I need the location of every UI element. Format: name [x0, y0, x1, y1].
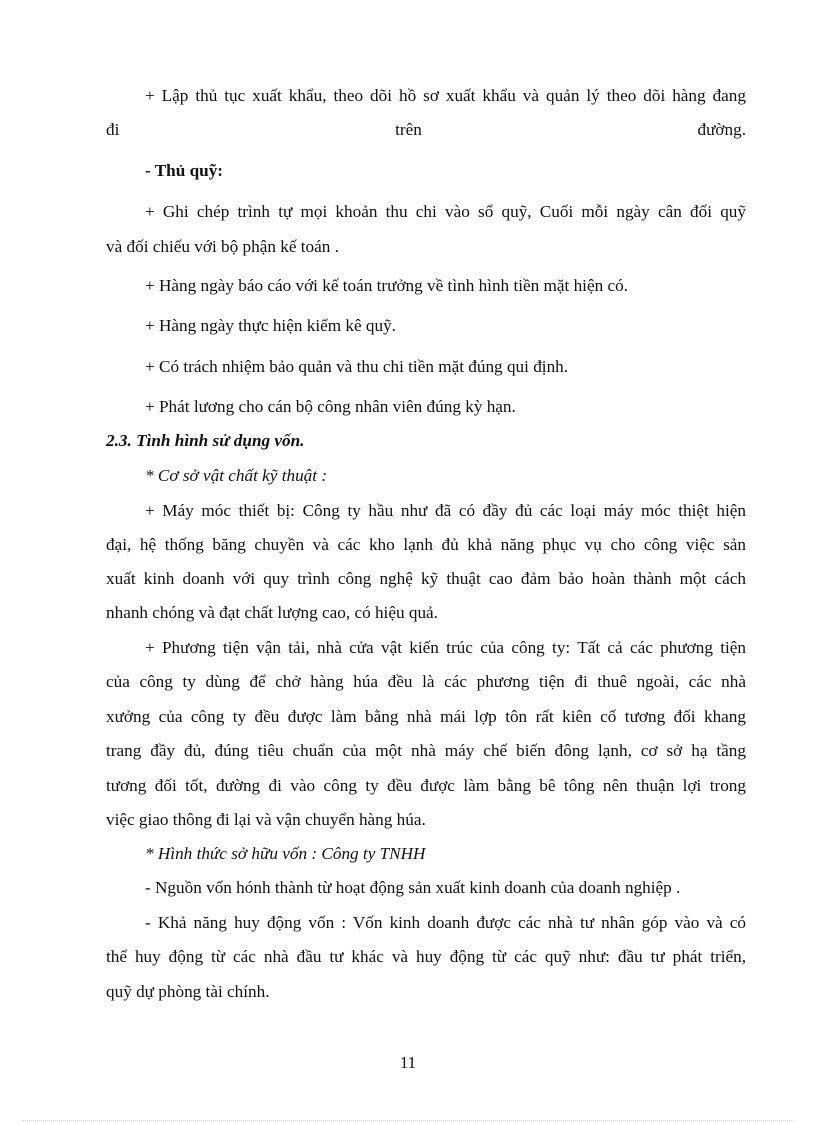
paragraph-line: xuất kinh doanh với quy trình công nghệ kỹ thuật cao đảm bảo hoàn thành một cách [106, 569, 746, 588]
paragraph-line: thể huy động từ các nhà đầu tư khác và huy động từ các quỹ như: đầu tư phát triển, [106, 947, 746, 966]
page-bottom-divider [22, 1120, 794, 1121]
paragraph-line: của công ty dùng để chở hàng húa đều là các phương tiện đi thuê ngoài, các nhà [106, 672, 746, 691]
paragraph-line: + Phương tiện vận tải, nhà cửa vật kiến trúc của công ty: Tất cả các phương tiện [145, 638, 746, 657]
paragraph-line: nhanh chóng và đạt chất lượng cao, có hiệu quả. [106, 603, 438, 622]
section-heading: 2.3. Tình hình sử dụng vốn. [106, 431, 305, 450]
paragraph-line: + Máy móc thiết bị: Công ty hầu như đã có đầy đủ các loại máy móc thiệt hiện [145, 501, 746, 520]
subsection-label: * Cơ sở vật chất kỹ thuật : [145, 466, 328, 485]
paragraph-line: đi trên đường. [106, 120, 746, 139]
section-label-thu-quy: - Thủ quỹ: [145, 161, 224, 180]
paragraph-line: tương đối tốt, đường đi vào công ty đều được làm bằng bê tông nên thuận lợi trong [106, 776, 746, 795]
paragraph-line: xưởng của công ty đều được làm bằng nhà mái lợp tôn rất kiên cố tương đối khang [106, 707, 746, 726]
paragraph-line: và đối chiếu với bộ phận kế toán . [106, 237, 339, 256]
paragraph-line: đại, hệ thống băng chuyền và các kho lạnh đủ khả năng phục vụ cho công việc sản [106, 535, 746, 554]
paragraph-line: quỹ dự phòng tài chính. [106, 982, 270, 1001]
paragraph-line: trang đầy đủ, đúng tiêu chuẩn của một nhà máy chế biến đông lạnh, cơ sở hạ tầng [106, 741, 746, 760]
paragraph-line: + Ghi chép trình tự mọi khoản thu chi vào sổ quỹ, Cuối mỗi ngày cân đối quỹ [145, 202, 746, 221]
subsection-label: * Hình thức sở hữu vốn : Công ty TNHH [145, 844, 426, 863]
paragraph-line: - Nguồn vốn hónh thành từ hoạt động sản xuất kinh doanh của doanh nghiệp . [145, 878, 681, 897]
paragraph-line: việc giao thông đi lại và vận chuyển hàng húa. [106, 810, 426, 829]
paragraph-line: + Lập thủ tục xuất khẩu, theo dõi hồ sơ xuất khẩu và quản lý theo dõi hàng đang [145, 86, 746, 105]
paragraph-line: + Có trách nhiệm bảo quản và thu chi tiền mặt đúng qui định. [145, 357, 569, 376]
paragraph-line: - Khả năng huy động vốn : Vốn kinh doanh được các nhà tư nhân góp vào và có [145, 913, 746, 932]
paragraph-line: + Hàng ngày báo cáo với kế toán trưởng về tình hình tiền mặt hiện có. [145, 276, 628, 295]
paragraph-line: + Phát lương cho cán bộ công nhân viên đúng kỳ hạn. [145, 397, 516, 416]
paragraph-line: + Hàng ngày thực hiện kiểm kê quỹ. [145, 316, 396, 335]
page-number: 11 [399, 1053, 417, 1072]
